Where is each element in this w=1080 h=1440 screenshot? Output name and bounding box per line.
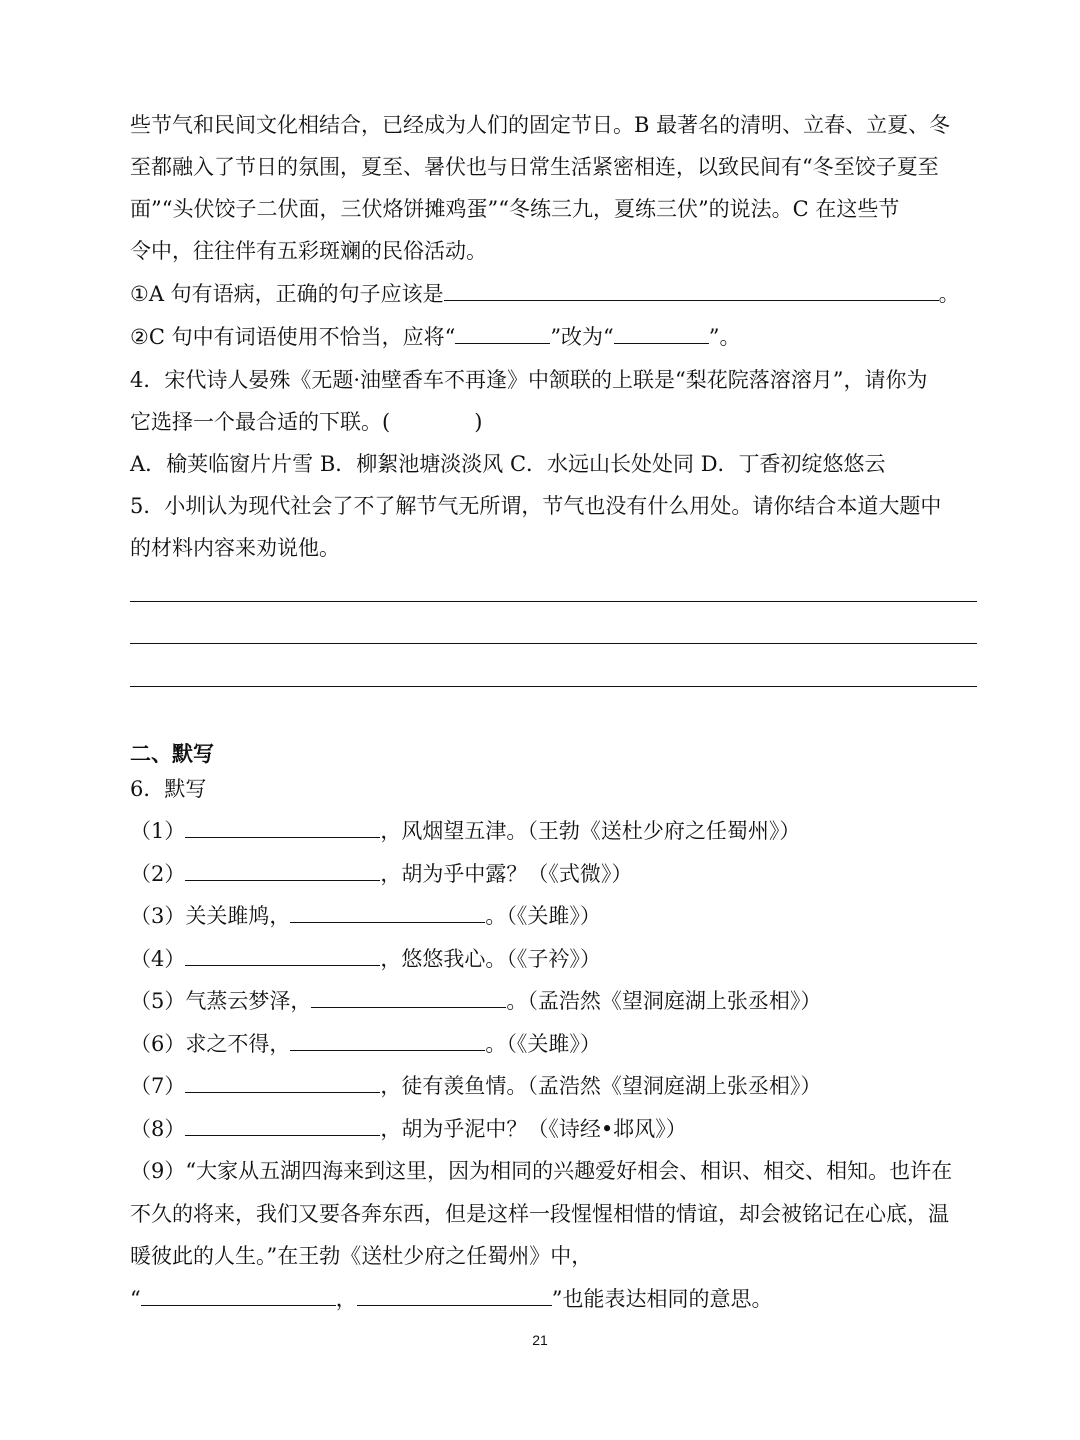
item-suffix: ，悠悠我心。（《子衿》） (380, 947, 601, 971)
answer-blank[interactable] (290, 902, 485, 923)
q3-sub1 (130, 280, 960, 308)
q3-sub2-text: ②C 句中有词语使用不恰当，应将“ (130, 325, 456, 349)
item-number: （6） (130, 1032, 186, 1056)
item-number: （2） (130, 862, 186, 886)
q3-sub2 (130, 323, 741, 351)
q3-sub1-text: ①A 句有语病，正确的句子应该是 (130, 282, 444, 306)
q5-line: 的材料内容来劝说他。 (130, 536, 340, 560)
q4-options: A．榆荚临窗片片雪 B．柳絮池塘淡淡风 C．水远山长处处同 D．丁香初绽悠悠云 (130, 452, 886, 476)
answer-line[interactable] (130, 686, 977, 687)
dictation-item (130, 1030, 601, 1058)
answer-line[interactable] (130, 643, 977, 644)
dictation-item (130, 1072, 821, 1100)
q6-title: 6．默写 (130, 777, 207, 801)
q4-line: 4．宋代诗人晏殊《无题·油壁香车不再逢》中颔联的上联是“梨花院落溶溶月”，请你为 (130, 368, 928, 392)
section-title: 二、默写 (130, 741, 214, 766)
passage-line: 些节气和民间文化相结合，已经成为人们的固定节日。B 最著名的清明、立春、立夏、冬 (130, 113, 951, 137)
item-number: （3） (130, 904, 186, 928)
q9-line: 不久的将来，我们又要各奔东西，但是这样一段惺惺相惜的情谊，却会被铭记在心底，温 (130, 1202, 949, 1226)
answer-blank[interactable] (141, 1285, 336, 1306)
item-number: （4） (130, 947, 186, 971)
q9-answer-line (130, 1285, 773, 1313)
item-suffix: ，胡为乎中露？（《式微》） (380, 862, 633, 886)
passage-line: 面”“头伏饺子二伏面，三伏烙饼摊鸡蛋”“冬练三九，夏练三伏”的说法。C 在这些节 (130, 197, 900, 221)
dictation-item (130, 987, 821, 1015)
passage-line: 至都融入了节日的氛围，夏至、暑伏也与日常生活紧密相连，以致民间有“冬至饺子夏至 (130, 155, 939, 179)
q9-end-text: ”也能表达相同的意思。 (551, 1287, 773, 1311)
passage-line: 令中，往往伴有五彩斑斓的民俗活动。 (130, 239, 487, 263)
page-number: 21 (532, 1332, 548, 1348)
item-number: （8） (130, 1117, 186, 1141)
item-suffix: ，胡为乎泥中？（《诗经•邶风》） (380, 1117, 687, 1141)
answer-blank[interactable] (455, 323, 550, 344)
item-number: （7） (130, 1074, 186, 1098)
answer-blank[interactable] (185, 860, 380, 881)
item-number: （1） (130, 819, 186, 843)
dictation-item (130, 945, 601, 973)
item-suffix: 。（《关雎》） (485, 1032, 601, 1056)
answer-blank[interactable] (185, 1072, 380, 1093)
item-prefix: 求之不得， (185, 1032, 291, 1056)
quote-open: “ (130, 1287, 141, 1311)
answer-blank[interactable] (290, 1030, 485, 1051)
answer-blank[interactable] (444, 280, 939, 301)
comma: ， (335, 1287, 357, 1311)
item-prefix: 关关雎鸠， (185, 904, 291, 928)
answer-blank[interactable] (185, 817, 380, 838)
q5-line: 5．小圳认为现代社会了不了解节气无所谓，节气也没有什么用处。请你结合本道大题中 (130, 494, 942, 518)
dictation-item (130, 1115, 687, 1143)
dictation-item (130, 860, 632, 888)
answer-line[interactable] (130, 601, 977, 602)
q4-line: 它选择一个最合适的下联。( ) (130, 410, 483, 434)
q3-sub2-mid: ”改为“ (550, 325, 614, 349)
q3-sub2-end: ”。 (708, 325, 741, 349)
q9-line: （9）“大家从五湖四海来到这里，因为相同的兴趣爱好相会、相识、相交、相知。也许在 (130, 1159, 953, 1183)
q3-sub1-end: 。 (938, 282, 960, 306)
answer-blank[interactable] (311, 987, 506, 1008)
item-suffix: ，徒有羡鱼情。（孟浩然《望洞庭湖上张丞相》） (380, 1074, 822, 1098)
answer-blank[interactable] (185, 1115, 380, 1136)
item-number: （5） (130, 989, 186, 1013)
item-suffix: 。（《关雎》） (485, 904, 601, 928)
item-prefix: 气蒸云梦泽， (185, 989, 312, 1013)
answer-blank[interactable] (614, 323, 709, 344)
q9-line: 暖彼此的人生。”在王勃《送杜少府之任蜀州》中， (130, 1244, 593, 1268)
dictation-item (130, 817, 800, 845)
item-suffix: ，风烟望五津。（王勃《送杜少府之任蜀州》） (380, 819, 801, 843)
item-suffix: 。（孟浩然《望洞庭湖上张丞相》） (506, 989, 822, 1013)
answer-blank[interactable] (185, 945, 380, 966)
dictation-item (130, 902, 601, 930)
answer-blank[interactable] (357, 1285, 552, 1306)
